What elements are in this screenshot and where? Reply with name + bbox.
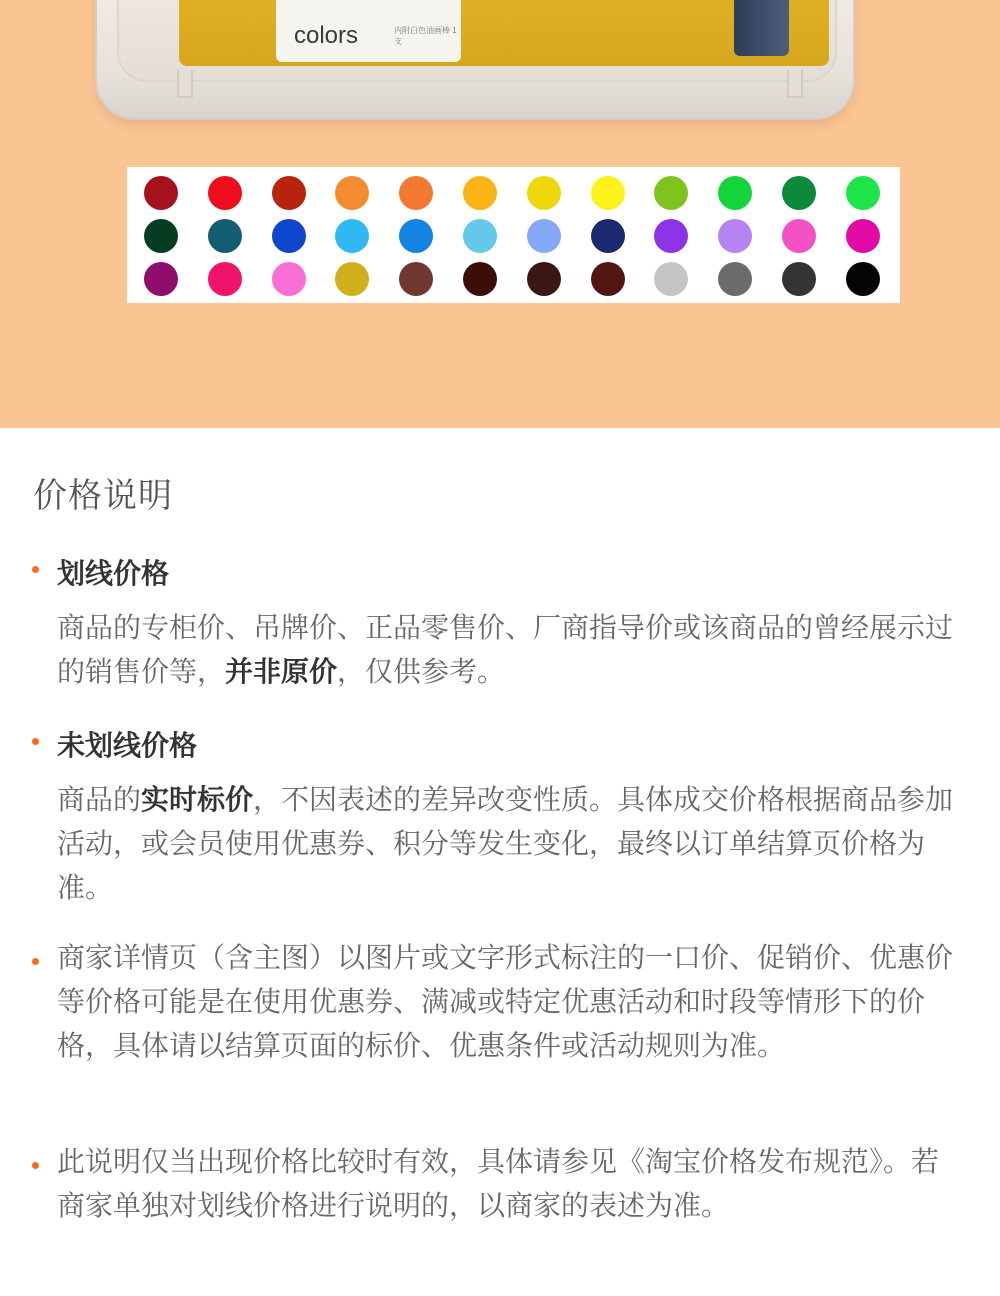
- color-swatch-dot: [527, 262, 561, 296]
- body-text: 商品的专柜价、吊牌价、正品零售价、厂商指导价或该商品的曾经展示过的销售价等，: [57, 611, 954, 688]
- color-swatch-dot: [654, 176, 688, 210]
- color-swatch-dot: [782, 219, 816, 253]
- case-foot-right: [787, 70, 803, 98]
- section-body: [57, 778, 957, 910]
- color-swatch-dot: [463, 176, 497, 210]
- case-foot-left: [177, 70, 193, 98]
- color-swatch-dot: [846, 176, 880, 210]
- case-tray: [117, 0, 837, 82]
- product-hero-image: [0, 0, 1000, 428]
- color-swatch-dot: [208, 219, 242, 253]
- crayon-box: [179, 0, 829, 66]
- color-swatch-dot: [591, 219, 625, 253]
- color-swatch-dot: [144, 176, 178, 210]
- bullet-dot: [32, 958, 39, 965]
- body-text: 商品的: [57, 783, 142, 816]
- section-body: 商家详情页（含主图）以图片或文字形式标注的一口价、促销价、优惠价等价格可能是在使用优惠券、满减或特定优惠活动和时段等情形下的价格，具体请以结算页面的标价、优惠条件或活动规则为准。: [57, 941, 954, 1062]
- color-swatch-dot: [846, 219, 880, 253]
- section-heading: 划线价格: [57, 557, 170, 590]
- crayon-tip: [734, 0, 789, 56]
- color-swatch-dot: [272, 219, 306, 253]
- product-label: [276, 0, 461, 62]
- color-swatch-dot: [399, 262, 433, 296]
- body-text: ，不因表述的差异改变性质。具体成交价格根据商品参加活动，或会员使用优惠券、积分等发生变化，最终以订单结算页价格为准。: [57, 783, 954, 904]
- section-body: 此说明仅当出现价格比较时有效，具体请参见《淘宝价格发布规范》。若商家单独对划线价格进行说明的，以商家的表述为准。: [57, 1145, 940, 1222]
- color-swatch-dot: [144, 219, 178, 253]
- color-swatch-dot: [718, 262, 752, 296]
- product-label-fine-print: 内附白色油画棒 1 支: [394, 26, 457, 46]
- color-swatch-dot: [463, 219, 497, 253]
- color-swatch-dot: [335, 262, 369, 296]
- color-swatch-dot: [591, 262, 625, 296]
- color-swatch-dot: [399, 219, 433, 253]
- color-swatch-dot: [335, 219, 369, 253]
- product-label-text: colors: [294, 22, 359, 49]
- color-swatch-dot: [654, 262, 688, 296]
- color-swatch-dot: [272, 262, 306, 296]
- color-swatch-dot: [399, 176, 433, 210]
- body-emphasis: 实时标价: [141, 783, 254, 816]
- color-swatch-dot: [718, 176, 752, 210]
- color-swatch-dot: [208, 262, 242, 296]
- bullet-dot: [32, 566, 39, 573]
- price-info-title: 价格说明: [33, 476, 173, 516]
- price-info-panel: [0, 428, 1000, 1296]
- color-swatch-dot: [527, 219, 561, 253]
- color-swatch-dot: [846, 262, 880, 296]
- color-swatch-dot: [463, 262, 497, 296]
- color-swatch-dot: [782, 176, 816, 210]
- bullet-dot: [32, 1162, 39, 1169]
- body-emphasis: 并非原价: [225, 655, 338, 688]
- color-swatch-dot: [527, 176, 561, 210]
- color-swatch-dot: [718, 219, 752, 253]
- body-text: ，仅供参考。: [337, 655, 506, 688]
- color-swatch-card: [127, 167, 900, 303]
- color-swatch-dot: [591, 176, 625, 210]
- color-swatch-dot: [208, 176, 242, 210]
- color-swatch-dot: [782, 262, 816, 296]
- color-swatch-dot: [654, 219, 688, 253]
- section-body: [57, 606, 957, 694]
- color-swatch-dot: [335, 176, 369, 210]
- crayon-case: [95, 0, 855, 120]
- section-heading: 未划线价格: [57, 729, 198, 762]
- color-swatch-dot: [144, 262, 178, 296]
- bullet-dot: [32, 738, 39, 745]
- color-swatch-dot: [272, 176, 306, 210]
